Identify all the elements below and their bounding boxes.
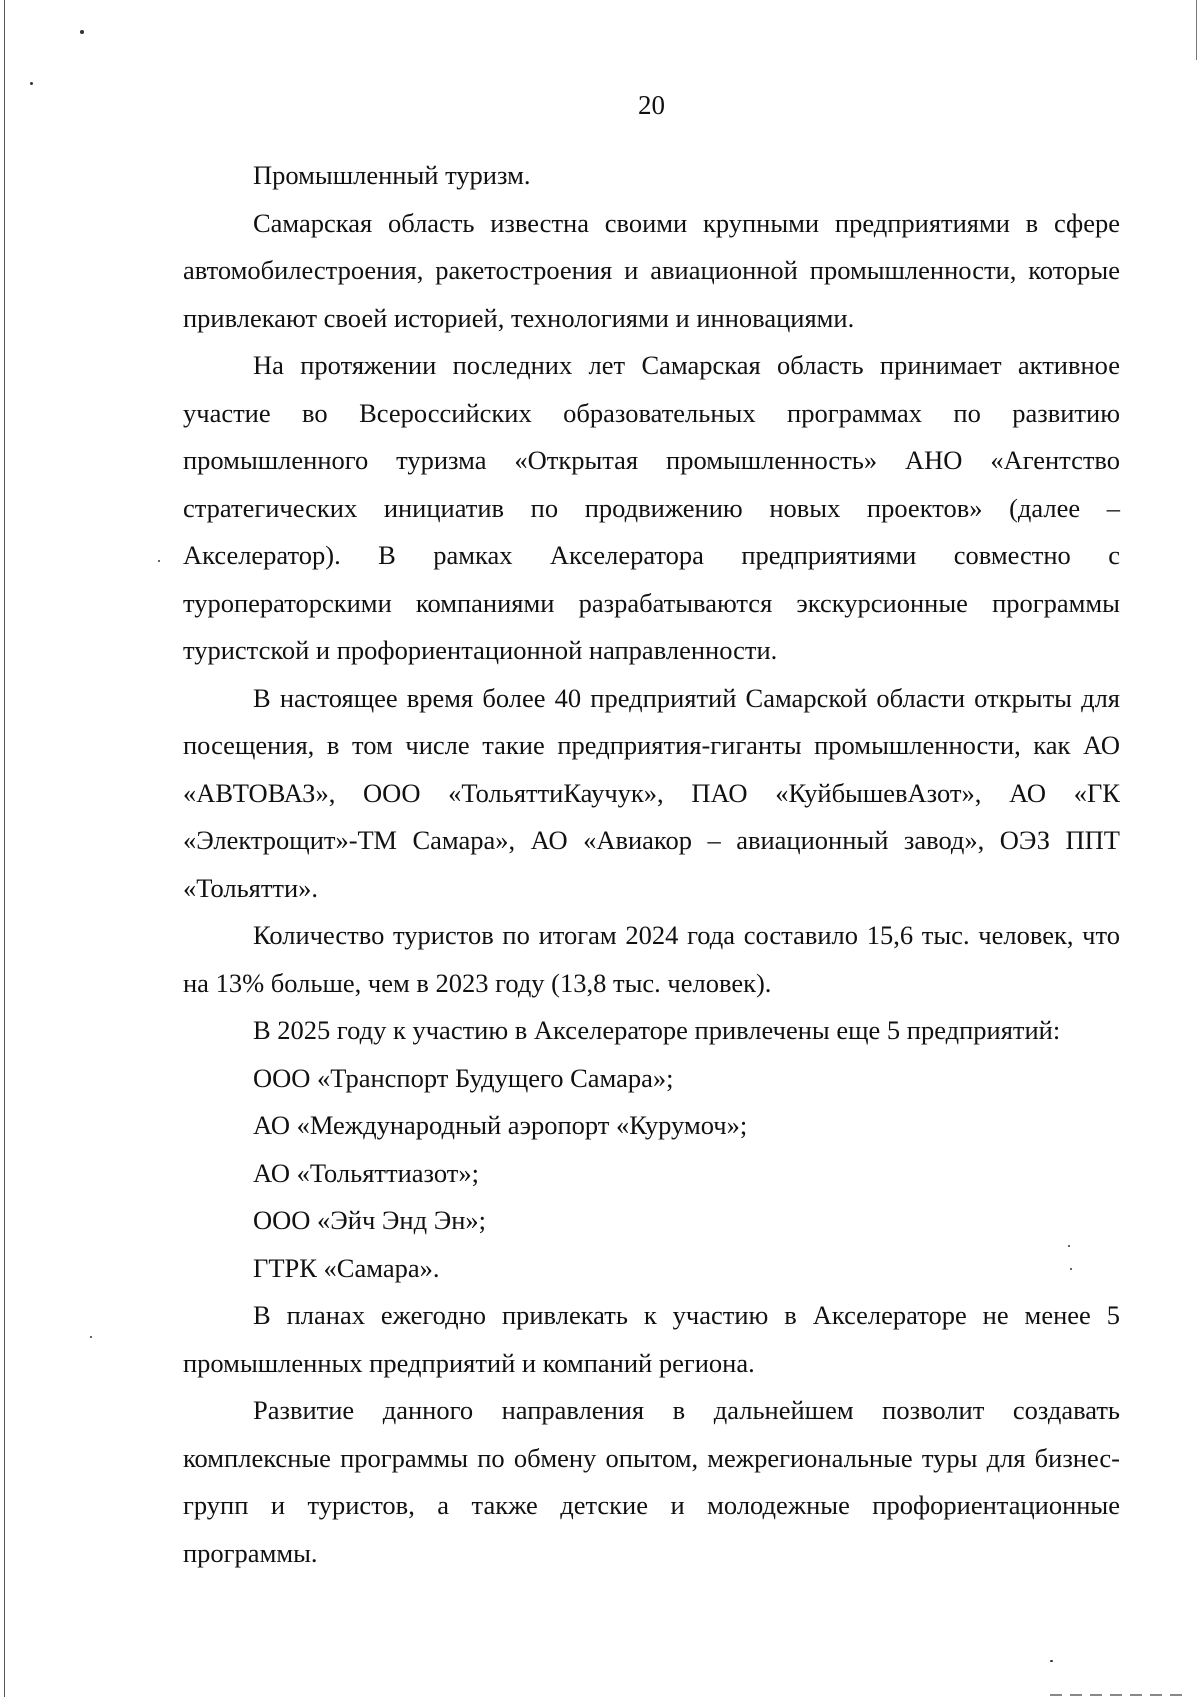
- paragraph: Самарская область известна своими крупными предприятиями в сфере автомобилестроения, ракетостроения и авиационной промышленности, которые привлекают своей историей, технологиями и инновациями.: [183, 207, 1120, 333]
- list-item: АО «Тольяттиазот»;: [253, 1157, 479, 1188]
- list-item: ООО «Эйч Энд Эн»;: [253, 1205, 486, 1235]
- paragraph: Количество туристов по итогам 2024 года составило 15,6 тыс. человек, что на 13% больше, чем в 2023 году (13,8 тыс. человек).: [183, 920, 1120, 998]
- paragraph: В планах ежегодно привлекать к участию в Акселераторе не менее 5 промышленных предприятий и компаний региона.: [183, 1300, 1120, 1378]
- scan-speck: [90, 1336, 92, 1338]
- scan-speck: [30, 82, 33, 85]
- page-number: 20: [638, 90, 665, 120]
- list-item: ООО «Транспорт Будущего Самара»;: [253, 1062, 674, 1093]
- paragraph: В 2025 году к участию в Акселераторе привлечены еще 5 предприятий:: [253, 1015, 1061, 1045]
- paragraph: В настоящее время более 40 предприятий Самарской области открыты для посещения, в том числе такие предприятия-гиганты промышленности, как АО «АВТОВАЗ», ООО «ТольяттиКаучук», ПАО «КуйбышевАзот», АО «ГК «Электрощит»-ТМ Самара», АО «Авиакор – авиационный завод», ОЭЗ ППТ «Тольятти».: [183, 682, 1120, 903]
- document-body: [183, 152, 1120, 1577]
- scan-edge-bottom: [1050, 1694, 1190, 1696]
- paragraph: На протяжении последних лет Самарская область принимает активное участие во Всероссийских образовательных программах по развитию промышленного туризма «Открытая промышленность» АНО «Агентство стратегических инициатив по продвижению новых проектов» (далее – Акселератор). В рамках Акселератора предприятиями совместно с туроператорскими компаниями разрабатываются экскурсионные программы туристской и профориентационной направленности.: [183, 350, 1120, 665]
- scan-edge-left: [4, 0, 5, 1697]
- section-heading: Промышленный туризм.: [253, 160, 531, 190]
- scan-speck: [158, 560, 160, 562]
- scan-speck: [80, 30, 84, 34]
- paragraph: Развитие данного направления в дальнейшем позволит создавать комплексные программы по обмену опытом, межрегиональные туры для бизнес-групп и туристов, а также детские и молодежные профориентационные программы.: [183, 1395, 1120, 1568]
- list-item: ГТРК «Самара».: [253, 1252, 440, 1283]
- list-item: АО «Международный аэропорт «Курумоч»;: [253, 1110, 748, 1140]
- scan-edge-right: [1196, 0, 1197, 60]
- scan-speck: [1050, 1660, 1053, 1662]
